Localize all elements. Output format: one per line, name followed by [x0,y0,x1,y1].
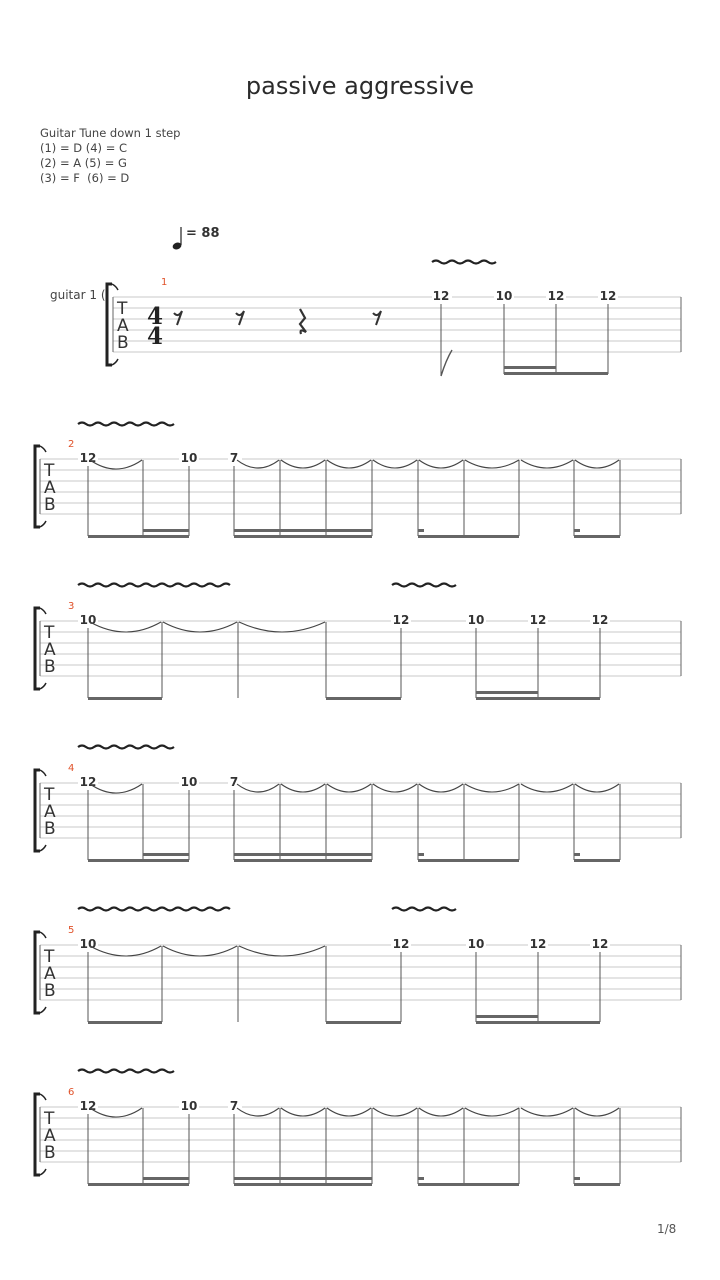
tab-clef-a: A [44,802,56,822]
eighth-rest [174,311,182,325]
quarter-note-icon [172,227,183,251]
tie-arcs [90,1108,619,1117]
tab-system-6 [35,1070,681,1187]
staff-lines [40,783,681,838]
fret-number: 10 [180,451,198,465]
note-stems [88,460,620,536]
tab-clef-a: A [117,316,129,336]
beams [88,853,620,862]
tuning-row: (1) = D (4) = C [40,141,128,155]
staff-lines [40,945,681,1000]
fret-number: 12 [392,613,410,627]
time-sig-numerator: 4 [147,303,164,330]
tie-arcs [90,784,619,793]
fret-number: 10 [467,937,485,951]
beam [504,372,608,375]
staff-lines [40,1107,681,1162]
measure-number: 3 [68,601,75,612]
fret-number: 10 [79,937,97,951]
tempo-marking: = 88 [186,226,220,241]
vibrato-mark [392,584,456,587]
tab-clef-t: T [44,947,55,967]
instrument-label: guitar 1 ( [50,288,106,302]
tuning-row: (2) = A (5) = G [40,156,127,170]
beam [504,366,556,369]
tab-clef-b: B [44,819,56,839]
fret-number: 12 [432,289,450,303]
tab-clef-b: B [44,1143,56,1163]
vibrato-mark [78,584,230,587]
tie-arcs [90,946,325,956]
fret-number: 12 [547,289,565,303]
tab-clef-b: B [44,657,56,677]
fret-number: 7 [229,451,239,465]
tab-system-5 [35,908,681,1025]
fret-number: 12 [79,775,97,789]
fret-number: 12 [529,937,547,951]
quarter-rest [300,309,306,334]
tab-clef-t: T [44,461,55,481]
tab-clef-b: B [117,333,129,353]
tie-arcs [90,622,325,632]
eighth-rest [373,311,381,325]
fret-number: 12 [79,451,97,465]
measure-number: 2 [68,439,75,450]
note-stems [88,1108,620,1184]
vibrato-mark [78,746,174,749]
tab-clef-b: B [44,495,56,515]
measure-number: 5 [68,925,75,936]
tab-clef-t: T [44,785,55,805]
fret-number: 12 [591,613,609,627]
note-stems [88,946,600,1022]
fret-number: 12 [591,937,609,951]
tab-system-2 [35,423,681,539]
vibrato-mark [78,908,230,911]
fret-number: 12 [79,1099,97,1113]
fret-number: 12 [392,937,410,951]
fret-number: 10 [495,289,513,303]
note-stems [88,622,600,698]
page-number: 1/8 [657,1222,677,1236]
tuning-row: (3) = F (6) = D [40,171,130,185]
beams [88,1177,620,1186]
fret-number: 12 [599,289,617,303]
vibrato-mark [78,423,174,426]
fret-number: 7 [229,1099,239,1113]
fret-number: 10 [467,613,485,627]
eighth-rest [236,311,244,325]
fret-number: 10 [79,613,97,627]
beams [88,691,600,700]
tie-arcs [90,460,619,469]
beams [88,1015,600,1024]
tab-clef-t: T [44,623,55,643]
tab-system-4 [35,746,681,863]
tab-system-1 [107,261,681,377]
staff-lines [113,297,681,352]
tab-clef-a: A [44,640,56,660]
measure-number: 1 [161,277,168,288]
fret-number: 10 [180,775,198,789]
tab-clef-a: A [44,478,56,498]
staff-lines [40,621,681,676]
fret-number: 12 [529,613,547,627]
tab-clef-a: A [44,964,56,984]
flag [441,350,452,376]
song-title: passive aggressive [245,72,475,100]
tab-system-3 [35,584,681,701]
tab-clef-t: T [117,299,128,319]
beams [88,529,620,538]
time-sig-denominator: 4 [147,323,164,350]
vibrato-mark [392,908,456,911]
tab-clef-t: T [44,1109,55,1129]
staff-lines [40,459,681,514]
fret-number: 10 [180,1099,198,1113]
tuning-heading: Guitar Tune down 1 step [40,126,181,140]
measure-number: 4 [68,763,75,774]
note-stems [441,304,608,376]
fret-number: 7 [229,775,239,789]
measure-number: 6 [68,1087,75,1098]
note-stems [88,784,620,860]
vibrato-mark [78,1070,174,1073]
tab-clef-b: B [44,981,56,1001]
vibrato-mark [432,261,496,264]
tab-clef-a: A [44,1126,56,1146]
